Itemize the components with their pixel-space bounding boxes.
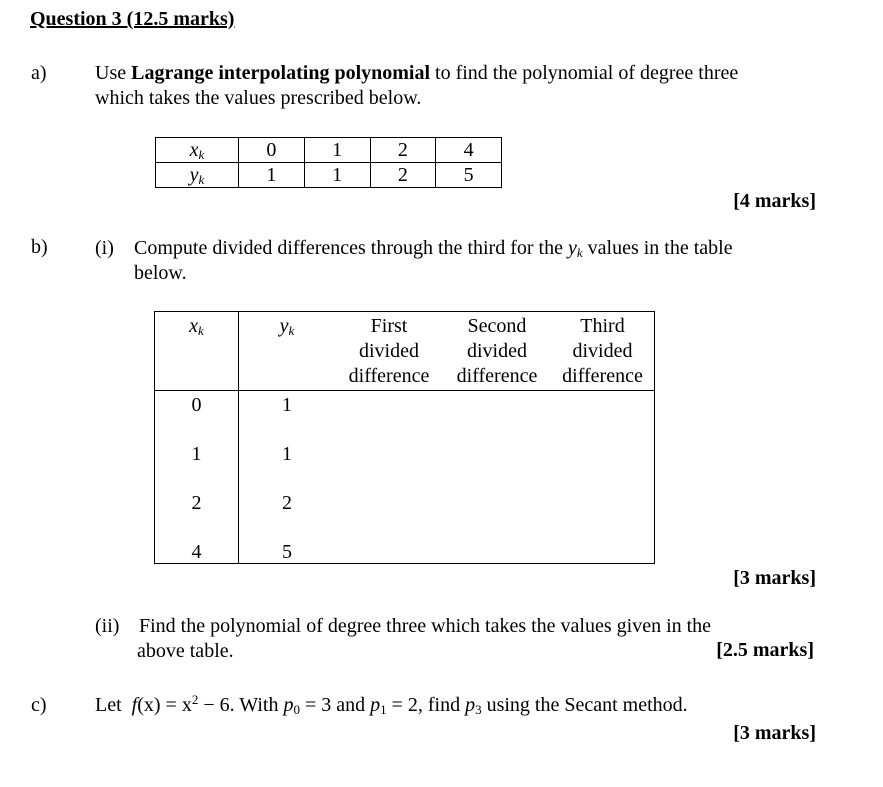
var-p3-sub: 3	[475, 702, 482, 717]
col-header-yk: $y_k$	[239, 312, 336, 391]
header-line: divided	[467, 340, 527, 362]
table-cell: 1	[282, 443, 292, 465]
table-cell: 5	[436, 163, 502, 188]
col-header-first	[335, 312, 443, 391]
part-a-text-post: to find the polynomial of degree three	[430, 62, 739, 84]
values-table-a	[155, 137, 502, 188]
y-values-column	[239, 391, 336, 564]
func-args: (x) = x	[137, 694, 192, 716]
question-title: Question 3 (12.5 marks)	[30, 8, 235, 30]
part-b-i-text	[134, 236, 854, 286]
header-line: difference	[348, 365, 430, 387]
table-cell: 1	[304, 138, 370, 163]
part-b-i-label: (i)	[95, 237, 114, 259]
part-a-text	[95, 61, 855, 111]
var-p0-sub: 0	[293, 702, 300, 717]
part-a-text-line2: which takes the values prescribed below.	[95, 87, 422, 109]
table-cell: 1	[304, 163, 370, 188]
col-header-third	[551, 312, 655, 391]
table-cell: 2	[370, 163, 436, 188]
col-header-xk: $x_k$	[155, 312, 239, 391]
header-line: First	[370, 315, 408, 337]
part-c-label: c)	[31, 694, 47, 716]
table-cell: 1	[282, 394, 292, 416]
table-cell: 2	[282, 492, 292, 514]
part-a-label: a)	[31, 62, 47, 84]
part-a-text-pre: Use	[95, 62, 132, 84]
table-cell: 0	[191, 394, 202, 416]
header-line: difference	[562, 365, 643, 387]
divided-difference-table	[154, 311, 655, 564]
header-line: divided	[572, 340, 633, 362]
part-a-text-bold: Lagrange interpolating polynomial	[131, 62, 431, 84]
part-a-marks: [4 marks]	[733, 190, 816, 212]
part-b-i-text-pre: Compute divided differences through the third for the	[134, 237, 568, 259]
func-f: f	[131, 694, 138, 716]
table-cell: 2	[370, 138, 436, 163]
part-b-ii-label: (ii)	[95, 615, 120, 637]
header-line: Second	[467, 315, 527, 337]
exponent: 2	[191, 692, 199, 707]
part-b-i-marks: [3 marks]	[733, 567, 816, 589]
part-c-tail: using the Secant method.	[481, 694, 688, 716]
part-c-eq3: = 3 and	[299, 694, 371, 716]
table-row	[156, 163, 502, 188]
table-body-row	[155, 391, 655, 564]
table-row	[156, 138, 502, 163]
first-diff-column	[335, 391, 443, 564]
table-cell: 2	[191, 492, 202, 514]
table-cell: 1	[191, 443, 202, 465]
var-p1-sub: 1	[380, 702, 387, 717]
table-cell: 4	[436, 138, 502, 163]
col-header-second	[443, 312, 551, 391]
part-c-eq2: = 2, find	[386, 694, 466, 716]
row-label-xk: $x_k$	[156, 138, 239, 163]
header-line: Third	[580, 315, 625, 337]
table-cell: 0	[239, 138, 305, 163]
part-c-marks: [3 marks]	[733, 722, 816, 744]
part-c-with: . With	[229, 694, 284, 716]
var-y-sub: k	[576, 245, 583, 260]
table-cell: 5	[282, 541, 292, 563]
table-cell: 1	[239, 163, 305, 188]
part-b-ii-text-line2: above table.	[137, 640, 234, 662]
second-diff-column	[443, 391, 551, 564]
part-b-ii-marks: [2.5 marks]	[716, 639, 814, 661]
header-line: divided	[359, 340, 419, 362]
table-header-row	[155, 312, 655, 391]
table-cell: 4	[191, 541, 202, 563]
row-label-yk: $y_k$	[156, 163, 239, 188]
var-p3: p	[465, 694, 476, 716]
header-line: difference	[456, 365, 538, 387]
third-diff-column	[551, 391, 655, 564]
var-p0: p	[283, 694, 294, 716]
part-b-label: b)	[31, 236, 48, 258]
part-c-let: Let	[95, 694, 122, 716]
part-c-text	[95, 693, 688, 718]
var-y: y	[567, 237, 577, 259]
var-p1: p	[370, 694, 381, 716]
part-b-i-text-post: values in the table	[582, 237, 733, 259]
part-b-ii-text: Find the polynomial of degree three which takes the values given in the	[139, 615, 712, 637]
part-b-i-text-line2: below.	[134, 262, 187, 284]
x-values-column	[155, 391, 239, 564]
func-rest: − 6	[198, 694, 230, 716]
